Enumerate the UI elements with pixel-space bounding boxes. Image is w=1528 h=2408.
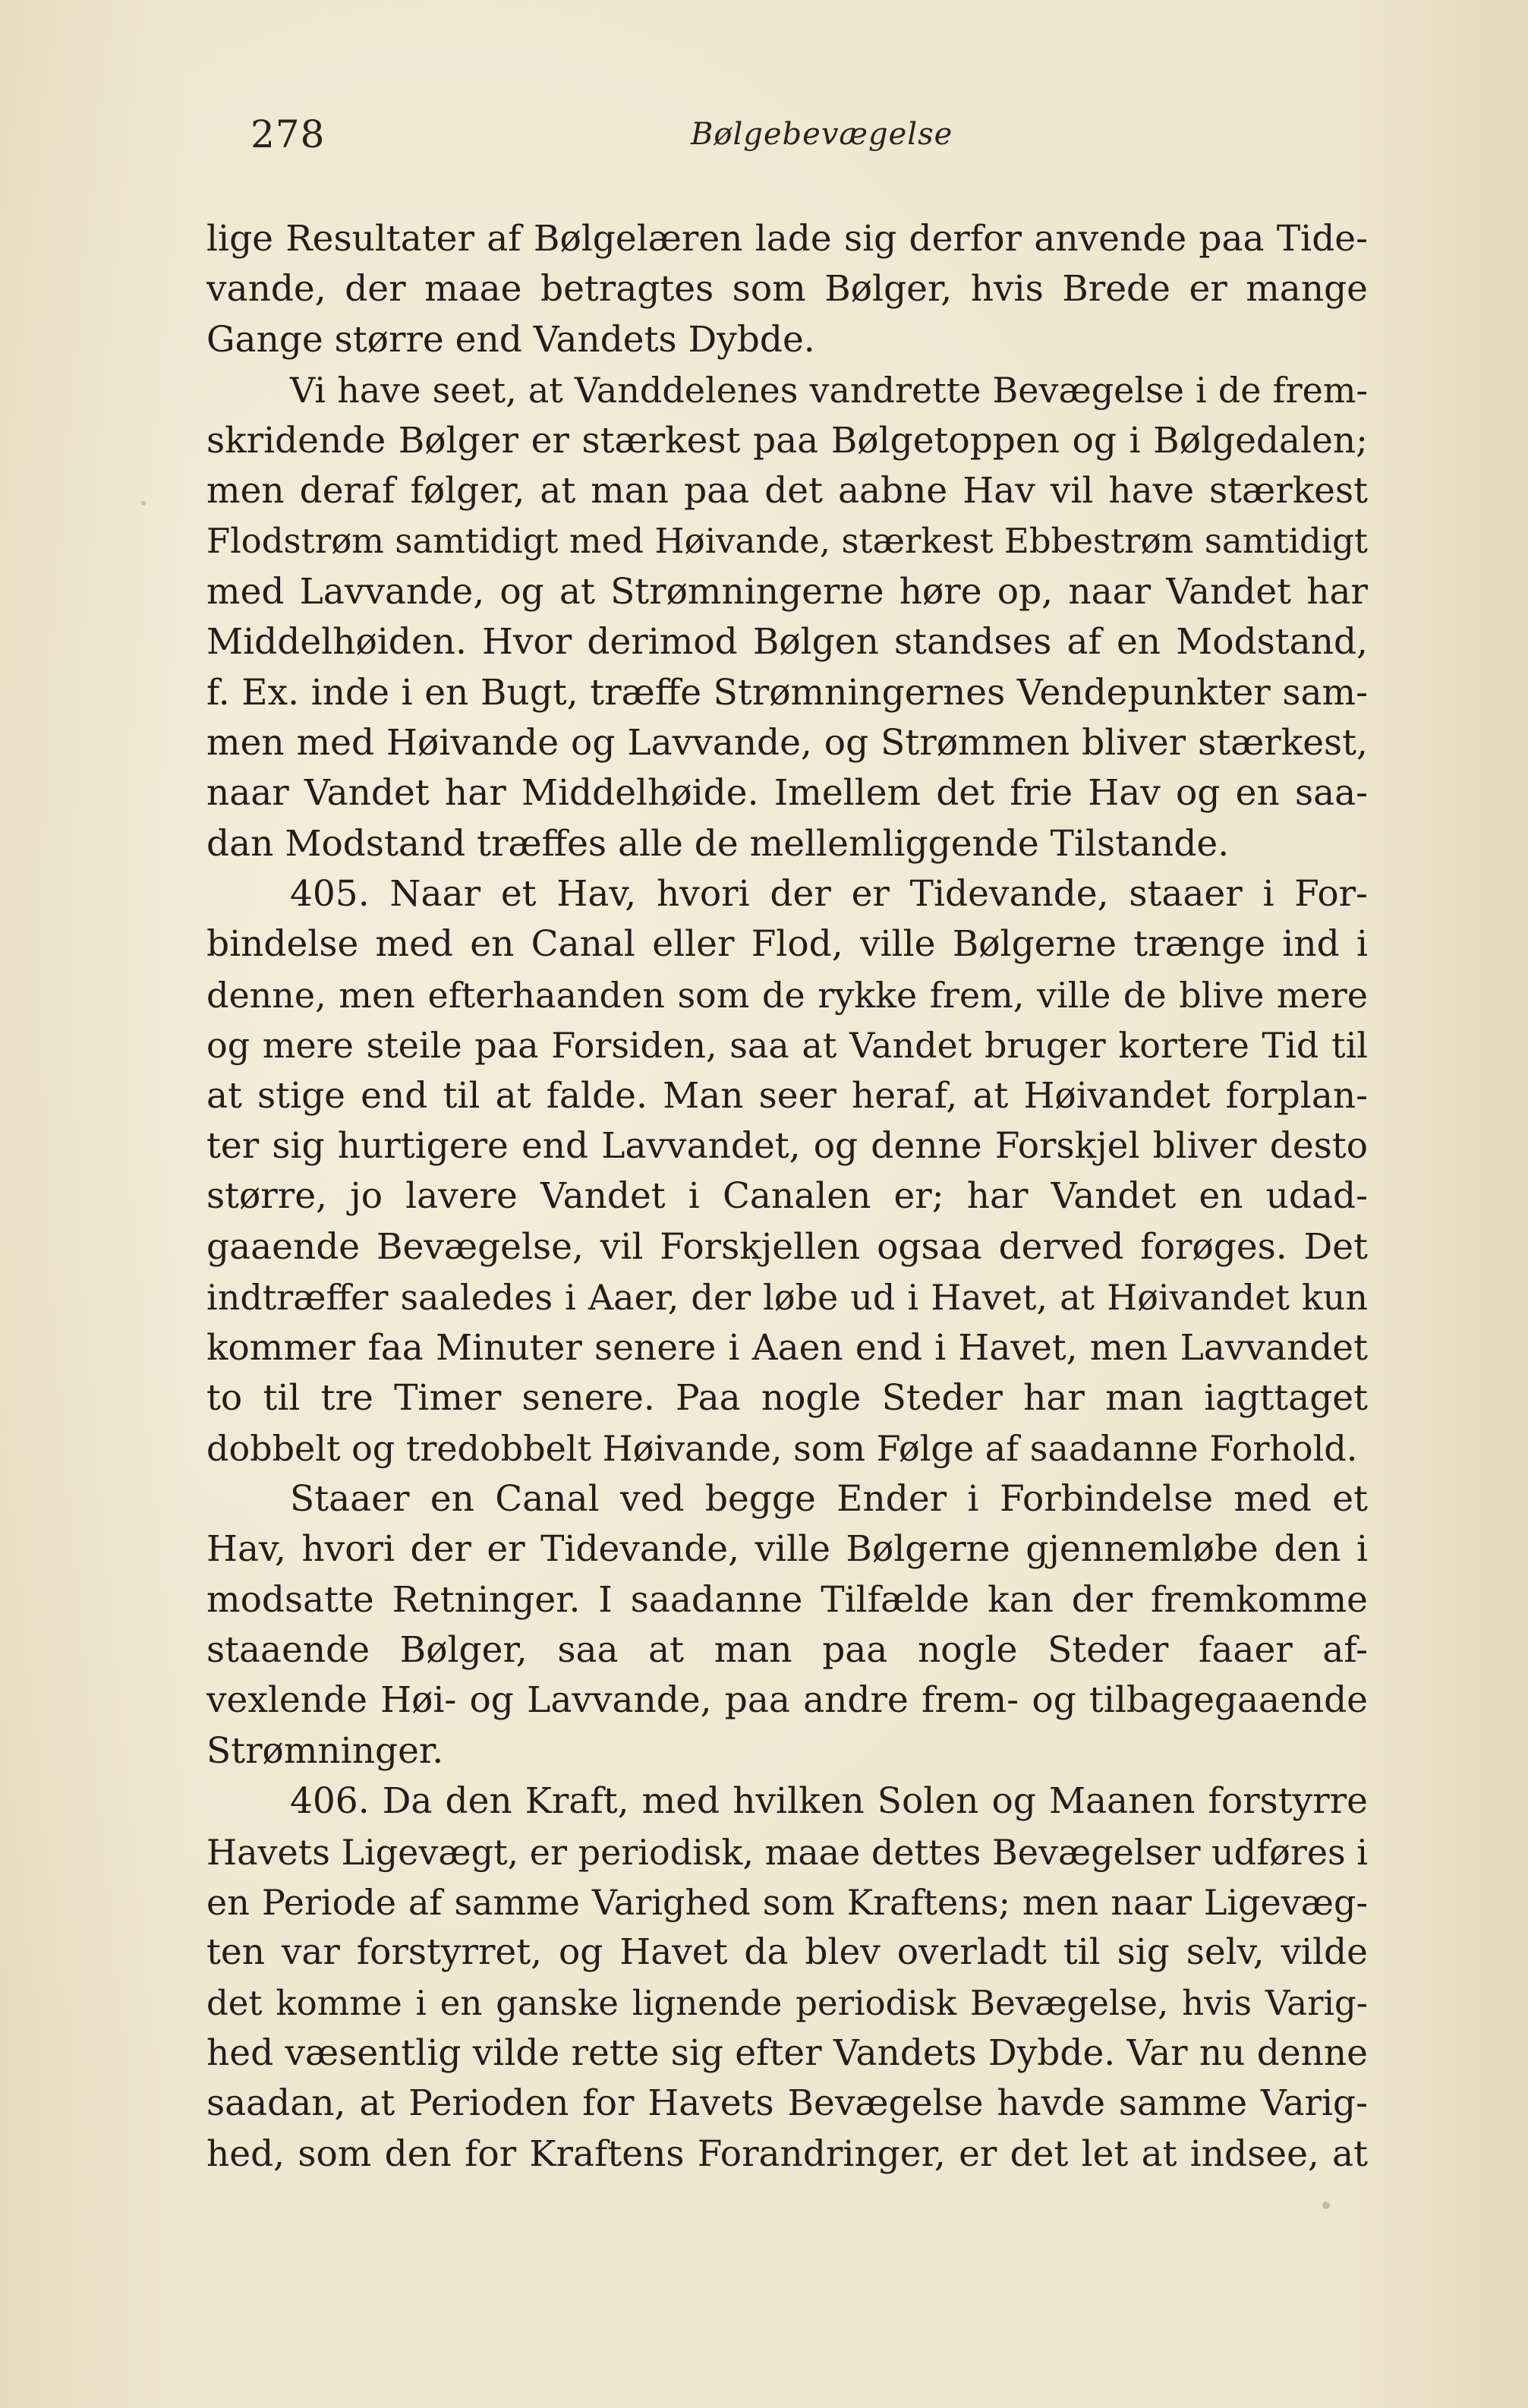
- text-line: 405. Naar et Hav, hvori der er Tidevande, staaer i For-: [290, 873, 1368, 916]
- text-line: saadan, at Perioden for Havets Bevægelse havde samme Varig-: [206, 2082, 1368, 2125]
- text-line: Havets Ligevægt, er periodisk, maae dettes Bevægelser udføres i: [206, 1831, 1368, 1873]
- text-line: denne, men efterhaanden som de rykke frem, ville de blive mere: [206, 974, 1368, 1016]
- text-line: dobbelt og tredobbelt Høivande, som Følge af saadanne Forhold.: [206, 1428, 1358, 1470]
- text-line: Middelhøiden. Hvor derimod Bølgen standses af en Modstand,: [206, 621, 1368, 663]
- text-line: Flodstrøm samtidigt med Høivande, stærkest Ebbestrøm samtidigt: [206, 521, 1368, 562]
- text-line: dan Modstand træffes alle de mellemliggende Tilstande.: [206, 822, 1230, 865]
- text-line: og mere steile paa Forsiden, saa at Vandet bruger kortere Tid til: [206, 1025, 1368, 1067]
- paragraph: [206, 869, 1368, 1474]
- text-line: bindelse med en Canal eller Flod, ville Bølgerne trænge ind i: [206, 923, 1368, 966]
- text-line: kommer faa Minuter senere i Aaen end i Havet, men Lavvandet: [206, 1326, 1368, 1369]
- paragraph: [206, 214, 1368, 365]
- text-line: men med Høivande og Lavvande, og Strømmen bliver stærkest,: [206, 721, 1368, 764]
- text-line: lige Resultater af Bølgelæren lade sig derfor anvende paa Tide-: [206, 218, 1368, 260]
- text-line: det komme i en ganske lignende periodisk Bevægelse, hvis Varig-: [206, 1982, 1368, 2023]
- text-line: Vi have seet, at Vanddelenes vandrette Bevægelse i de frem-: [290, 370, 1368, 411]
- paragraph: [206, 365, 1368, 869]
- text-line: hed, som den for Kraftens Forandringer, er det let at indsee, at: [206, 2132, 1368, 2175]
- paragraph: [206, 1776, 1368, 2179]
- text-line: men deraf følger, at man paa det aabne Hav vil have stærkest: [206, 469, 1368, 512]
- text-line: ter sig hurtigere end Lavvandet, og denne Forskjel bliver desto: [206, 1125, 1368, 1168]
- page-header: [250, 112, 1374, 158]
- text-line: at stige end til at falde. Man seer heraf, at Høivandet forplan-: [206, 1074, 1368, 1117]
- text-line: Staaer en Canal ved begge Ender i Forbindelse med et: [290, 1477, 1368, 1520]
- text-line: vexlende Høi- og Lavvande, paa andre frem- og tilbagegaaende: [206, 1679, 1368, 1722]
- text-line: med Lavvande, og at Strømningerne høre op, naar Vandet har: [206, 570, 1368, 613]
- text-line: skridende Bølger er stærkest paa Bølgetoppen og i Bølgedalen;: [206, 419, 1368, 462]
- paragraph: [206, 1474, 1368, 1776]
- body-text: [206, 214, 1368, 2179]
- paper-speck: [1322, 2202, 1330, 2209]
- text-line: Strømninger.: [206, 1729, 444, 1772]
- text-line: to til tre Timer senere. Paa nogle Steder har man iagttaget: [206, 1376, 1368, 1419]
- text-line: f. Ex. inde i en Bugt, træffe Strømningernes Vendepunkter sam-: [206, 671, 1368, 714]
- text-line: vande, der maae betragtes som Bølger, hvis Brede er mange: [206, 268, 1368, 310]
- text-line: gaaende Bevægelse, vil Forskjellen ogsaa derved forøges. Det: [206, 1225, 1368, 1268]
- page-number: 278: [250, 112, 326, 156]
- text-line: modsatte Retninger. I saadanne Tilfælde kan der fremkomme: [206, 1578, 1368, 1621]
- running-title: Bølgebevægelse: [691, 117, 953, 152]
- text-line: 406. Da den Kraft, med hvilken Solen og Maanen forstyrre: [290, 1780, 1368, 1823]
- text-line: Gange større end Vandets Dybde.: [206, 318, 815, 361]
- text-line: en Periode af samme Varighed som Kraftens; men naar Ligevæg-: [206, 1881, 1368, 1923]
- text-line: indtræffer saaledes i Aaer, der løbe ud i Havet, at Høivandet kun: [206, 1277, 1368, 1319]
- text-line: Hav, hvori der er Tidevande, ville Bølgerne gjennemløbe den i: [206, 1528, 1368, 1571]
- text-line: ten var forstyrret, og Havet da blev overladt til sig selv, vilde: [206, 1931, 1368, 1974]
- paper-speck: [141, 501, 146, 506]
- text-line: staaende Bølger, saa at man paa nogle Steder faaer af-: [206, 1628, 1368, 1671]
- text-line: hed væsentlig vilde rette sig efter Vandets Dybde. Var nu denne: [206, 2032, 1368, 2075]
- text-line: naar Vandet har Middelhøide. Imellem det frie Hav og en saa-: [206, 772, 1368, 815]
- text-line: større, jo lavere Vandet i Canalen er; har Vandet en udad-: [206, 1175, 1368, 1218]
